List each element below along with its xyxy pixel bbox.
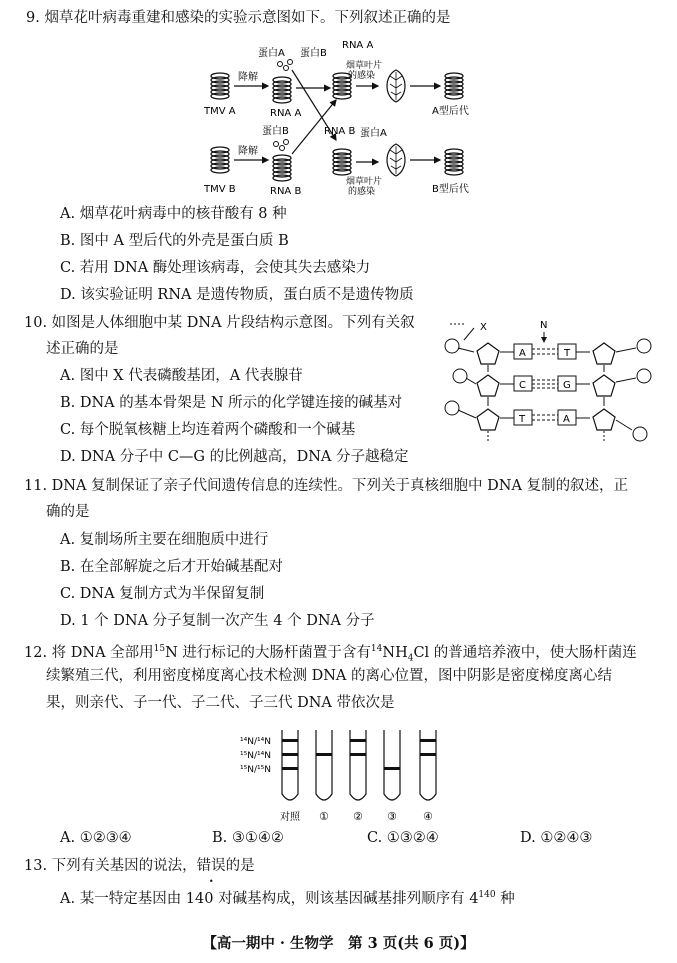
rna-b-coil-icon — [273, 155, 291, 181]
base-1b: T — [564, 348, 571, 359]
protein-a-cross-label: 蛋白A — [360, 128, 387, 139]
q9-option-c: C. 若用 DNA 酶处理该病毒，会使其失去感染力 — [60, 260, 371, 276]
leaf-bottom-icon — [387, 144, 405, 176]
footer-text: 高一期中 · 生物学 第 3 页(共 6 页) — [216, 935, 461, 952]
degrade-b-label: 降解 — [238, 146, 258, 157]
q12-centrifuge-figure — [236, 724, 456, 824]
tmv-a-icon — [211, 73, 229, 99]
q13-option-a — [60, 885, 515, 909]
base-1a: A — [519, 348, 526, 359]
q9-figure — [196, 40, 496, 200]
result-a-label: A型后代 — [432, 106, 469, 117]
tube-1 — [316, 730, 332, 800]
q9-option-d: D. 该实验证明 RNA 是遗传物质，蛋白质不是遗传物质 — [60, 287, 414, 303]
q12-option-a: A. ①②③④ — [60, 830, 132, 846]
infect-top-label2: 的感染 — [348, 71, 376, 81]
q13-option-a-sup: 140 — [478, 890, 496, 900]
q12-stem-part-c: NH — [382, 644, 408, 661]
rna-a-coil-icon — [273, 77, 291, 103]
tmv-b-icon — [211, 147, 229, 173]
q12-option-c: C. ①③②④ — [367, 830, 439, 846]
q13-option-a-text: A. 某一特定基因由 140 对碱基构成，则该基因碱基排列顺序有 4 — [60, 890, 479, 907]
x-label: X — [480, 322, 487, 333]
tube-label-1: ① — [319, 810, 329, 823]
q13-stem-part-b: 的是 — [225, 858, 255, 874]
q13-stem — [24, 856, 255, 876]
q10-option-a: A. 图中 X 代表磷酸基团，A 代表腺苷 — [60, 368, 303, 384]
infect-top-label: 烟草叶片 — [346, 61, 383, 71]
tmv-b-label: TMV B — [204, 184, 236, 195]
q12-stem-part-d: Cl 的普通培养液中，使大肠杆菌连 — [413, 644, 637, 661]
protein-b-top-label: 蛋白B — [300, 48, 327, 59]
q10-stem-line2: 述正确的是 — [46, 341, 119, 357]
tube-label-3: ③ — [387, 810, 397, 823]
band-label-heavy: ¹⁵N/¹⁵N — [240, 765, 271, 775]
offspring-a-icon — [445, 73, 463, 99]
rna-a-top-label: RNA A — [342, 40, 374, 51]
offspring-b-icon — [445, 149, 463, 175]
n-label: N — [540, 320, 548, 331]
protein-a-top-label: 蛋白A — [258, 48, 285, 59]
q9-option-b: B. 图中 A 型后代的外壳是蛋白质 B — [60, 233, 289, 249]
q12-stem-part-b: N 进行标记的大肠杆菌置于含有 — [165, 644, 371, 661]
q10-dna-figure — [440, 318, 672, 444]
q11-option-b: B. 在全部解旋之后才开始碱基配对 — [60, 559, 283, 575]
infect-bottom-label: 烟草叶片 — [346, 177, 383, 187]
q12-stem-sub: 4 — [407, 653, 414, 664]
band-label-light: ¹⁴N/¹⁴N — [240, 737, 271, 747]
leaf-top-icon — [387, 70, 405, 102]
result-b-label: B型后代 — [432, 184, 469, 195]
q9-stem: 9. 烟草花叶病毒重建和感染的实验示意图如下。下列叙述正确的是 — [26, 10, 451, 26]
footer-right-bracket: 】 — [460, 935, 475, 952]
q12-option-d: D. ①②④③ — [520, 830, 593, 846]
rna-a-label: RNA A — [270, 108, 302, 119]
rna-b-bottom-label: RNA B — [270, 186, 302, 197]
base-2a: C — [519, 380, 526, 391]
page-footer — [0, 932, 677, 953]
tube-label-4: ④ — [423, 810, 433, 823]
q11-option-a: A. 复制场所主要在细胞质中进行 — [60, 532, 269, 548]
tube-label-control: 对照 — [280, 812, 300, 823]
degrade-a-label: 降解 — [238, 72, 258, 83]
q10-stem-line1: 10. 如图是人体细胞中某 DNA 片段结构示意图。下列有关叙 — [24, 315, 415, 331]
band-label-mid: ¹⁵N/¹⁴N — [240, 751, 271, 761]
q9-option-a: A. 烟草花叶病毒中的核苷酸有 8 种 — [60, 206, 287, 222]
rebuilt-b-icon — [333, 149, 351, 175]
footer-left-bracket: 【 — [202, 935, 217, 952]
q13-stem-emphasis: 错误 — [196, 858, 226, 874]
tmv-a-label: TMV A — [204, 106, 236, 117]
infect-bottom-label2: 的感染 — [348, 187, 376, 197]
rna-b-cross-label: RNA B — [324, 126, 356, 137]
q12-option-b: B. ③①④② — [212, 830, 284, 846]
q10-option-c: C. 每个脱氧核糖上均连着两个磷酸和一个碱基 — [60, 422, 356, 438]
q11-option-c: C. DNA 复制方式为半保留复制 — [60, 586, 265, 602]
q12-stem-line1 — [24, 639, 637, 669]
q12-stem-sup1: 15 — [153, 644, 166, 654]
base-2b: G — [563, 380, 571, 391]
tube-3 — [384, 730, 400, 800]
q11-option-d: D. 1 个 DNA 分子复制一次产生 4 个 DNA 分子 — [60, 613, 375, 629]
q13-stem-part-a: 13. 下列有关基因的说法， — [24, 858, 197, 874]
q12-stem-part-a: 12. 将 DNA 全部用 — [24, 644, 154, 661]
q12-stem-sup2: 14 — [370, 644, 383, 654]
tube-label-2: ② — [353, 810, 363, 823]
q10-option-b: B. DNA 的基本骨架是 N 所示的化学键连接的碱基对 — [60, 395, 403, 411]
q11-stem-line2: 确的是 — [46, 504, 90, 520]
q11-stem-line1: 11. DNA 复制保证了亲子代间遗传信息的连续性。下列关于真核细胞中 DNA 复制的叙述，正 — [24, 478, 629, 494]
q12-stem-line2: 续繁殖三代，利用密度梯度离心技术检测 DNA 的离心位置，图中阴影是密度梯度离心结 — [46, 668, 612, 684]
q10-option-d: D. DNA 分子中 C—G 的比例越高，DNA 分子越稳定 — [60, 449, 409, 465]
q13-option-a-tail: 种 — [495, 890, 515, 907]
protein-b-bottom-label: 蛋白B — [262, 126, 289, 137]
q12-stem-line3: 果，则亲代、子一代、子二代、子三代 DNA 带依次是 — [46, 695, 395, 711]
base-3a: T — [519, 414, 526, 425]
base-3b: A — [563, 414, 570, 425]
